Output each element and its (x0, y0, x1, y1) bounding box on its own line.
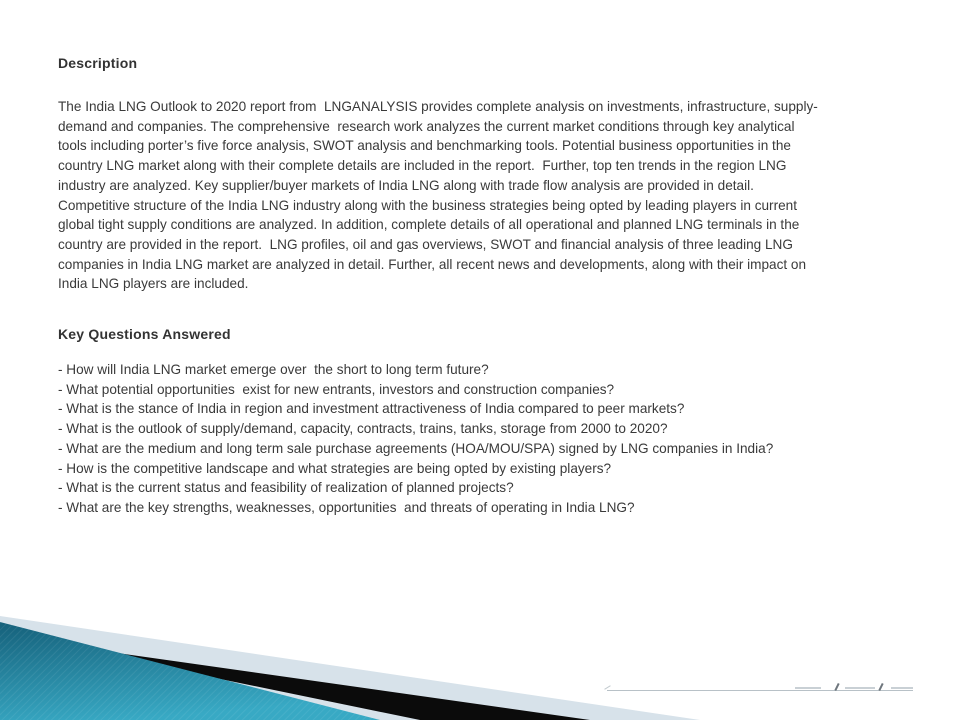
text-line: - How is the competitive landscape and what strategies are being opted by existing players? (58, 460, 612, 476)
teal-band (0, 622, 380, 720)
description-heading: Description (58, 55, 138, 71)
text-line: companies in India LNG market are analyzed in detail. Further, all recent news and developments, along with their impact on (58, 256, 807, 272)
text-line: Competitive structure of the India LNG industry along with the business strategies being opted by leading players in current (58, 197, 798, 213)
text-line: industry are analyzed. Key supplier/buyer markets of India LNG along with trade flow analysis are provided in detail. (58, 177, 754, 193)
text-line: - What is the stance of India in region and investment attractiveness of India compared to peer markets? (58, 401, 685, 417)
key-questions-list (58, 360, 922, 518)
slide-text-block (58, 55, 922, 518)
text-line: - What potential opportunities exist for new entrants, investors and construction companies? (58, 381, 615, 397)
teal-band-texture (0, 622, 380, 720)
text-line: The India LNG Outlook to 2020 report from LNGANALYSIS provides complete analysis on investments, infrastructure, supply- (58, 99, 818, 114)
footer-smudge-dash (891, 687, 913, 689)
footer-smudge-dash (845, 687, 875, 689)
text-line: country LNG market along with their complete details are included in the report. Further, top ten trends in the region LNG (58, 158, 787, 174)
footer-watermark (607, 684, 913, 696)
gray-band (0, 616, 700, 720)
black-band (40, 642, 590, 720)
text-line: country are provided in the report. LNG profiles, oil and gas overviews, SWOT and financial analysis of three leading LNG (58, 236, 793, 252)
footer-smudge-dash (795, 687, 821, 689)
key-questions-heading: Key Questions Answered (58, 326, 231, 343)
text-line: demand and companies. The comprehensive research work analyzes the current market conditions through key analytical (58, 118, 795, 134)
text-line: - What is the outlook of supply/demand, capacity, contracts, trains, tanks, storage from 2000 to 2020? (58, 421, 668, 437)
description-paragraph (58, 97, 922, 294)
text-line: India LNG players are included. (58, 276, 249, 292)
text-line: tools including porter’s five force analysis, SWOT analysis and benchmarking tools. Potential business opportunities in the (58, 138, 791, 154)
text-line: - How will India LNG market emerge over the short to long term future? (58, 362, 489, 378)
text-line: global tight supply conditions are analyzed. In addition, complete details of all operational and planned LNG terminals in the (58, 217, 800, 233)
footer-rule-line (607, 690, 913, 691)
text-line: - What are the medium and long term sale purchase agreements (HOA/MOU/SPA) signed by LNG companies in India? (58, 440, 774, 456)
text-line: - What is the current status and feasibility of realization of planned projects? (58, 480, 514, 496)
text-line: - What are the key strengths, weaknesses, opportunities and threats of operating in India LNG? (58, 499, 635, 515)
